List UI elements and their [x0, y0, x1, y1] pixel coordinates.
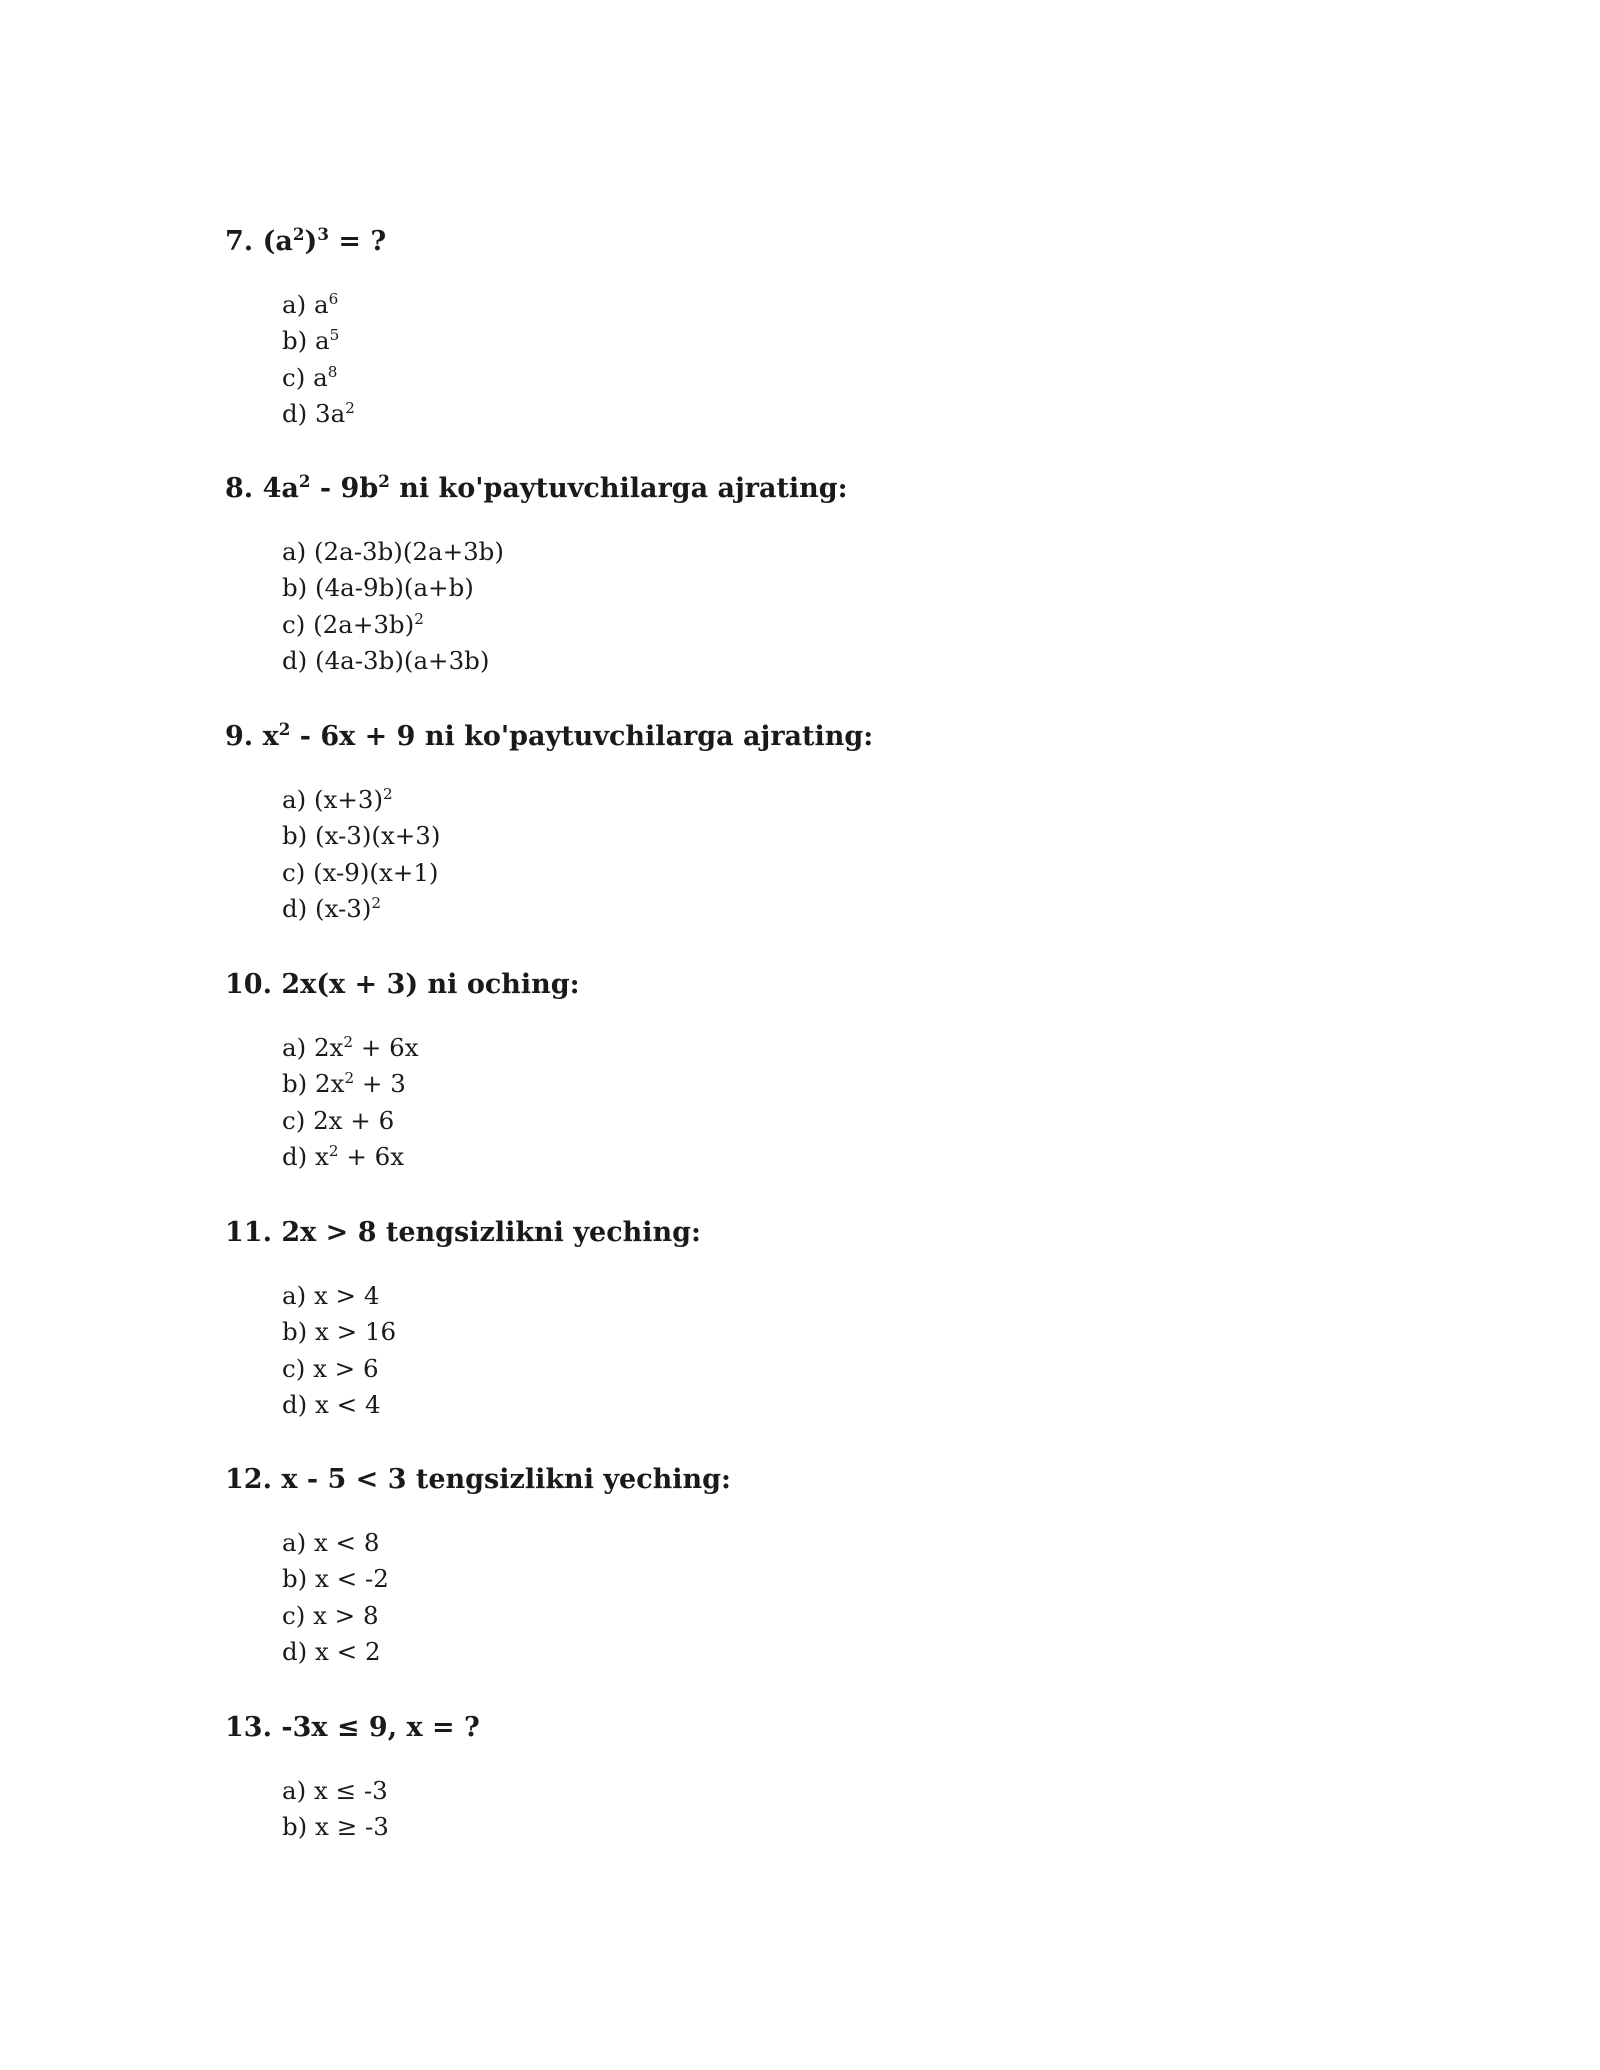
exponent: 2 [378, 470, 390, 491]
question-text: $(a^2)^3$ = ? [262, 223, 387, 257]
answer-option-c[interactable]: c) 2x + 6 [282, 1105, 395, 1135]
question-8 [225, 472, 848, 680]
question-text: 2x(x + 3) ni oching: [281, 969, 580, 1000]
answer-option-c[interactable]: c) $(2a+3b)^2$ [282, 609, 424, 639]
exponent: 3 [317, 223, 329, 244]
question-text: -3x ≤ 9, x = ? [281, 1712, 480, 1743]
answer-option-b[interactable]: b) x < -2 [282, 1564, 389, 1594]
exponent: 5 [329, 326, 340, 345]
question-12 [225, 1463, 731, 1671]
question-title [225, 225, 386, 259]
answer-option-d[interactable]: d) (4a-3b)(a+3b) [282, 646, 490, 676]
question-title [225, 1463, 731, 1497]
question-number: 13. [225, 1712, 272, 1743]
answer-options [282, 534, 848, 680]
answer-option-d[interactable]: d) x < 4 [282, 1390, 381, 1420]
answer-option-b[interactable]: b) $2x^2 + 3$ [282, 1069, 406, 1099]
answer-option-a[interactable]: a) x < 8 [282, 1528, 380, 1557]
exponent: 2 [345, 399, 355, 418]
question-text: $x^2 - 6x + 9$ ni ko'paytuvchilarga ajrating: [262, 718, 874, 752]
answer-option-a[interactable]: a) $2x^2 + 6x$ [282, 1032, 419, 1062]
question-text: 2x > 8 tengsizlikni yeching: [281, 1217, 702, 1248]
question-13 [225, 1711, 480, 1846]
answer-options [282, 782, 873, 928]
answer-option-d[interactable]: d) $3a^2$ [282, 399, 355, 429]
answer-option-d[interactable]: d) $(x-3)^2$ [282, 894, 382, 924]
answer-options [282, 1278, 701, 1424]
answer-options [282, 287, 386, 433]
question-text: x - 5 < 3 tengsizlikni yeching: [281, 1464, 732, 1495]
question-11 [225, 1216, 701, 1424]
answer-option-b[interactable]: b) $a^5$ [282, 326, 340, 356]
exponent: 2 [328, 1142, 339, 1161]
answer-option-b[interactable]: b) (x-3)(x+3) [282, 821, 441, 851]
exponent: 2 [371, 894, 382, 913]
answer-option-c[interactable]: c) $a^8$ [282, 362, 338, 392]
exponent: 2 [344, 1069, 355, 1088]
answer-option-a[interactable]: a) (2a-3b)(2a+3b) [282, 537, 504, 566]
exponent: 8 [327, 362, 338, 381]
exponent: 2 [414, 609, 424, 628]
question-9 [225, 720, 873, 928]
answer-option-c[interactable]: c) x > 8 [282, 1600, 379, 1630]
question-text: $4a^2 - 9b^2$ ni ko'paytuvchilarga ajrating: [262, 470, 848, 504]
question-title [225, 472, 848, 506]
exponent: 2 [292, 223, 305, 244]
question-10 [225, 968, 580, 1176]
answer-option-d[interactable]: d) x < 2 [282, 1637, 381, 1667]
answer-option-a[interactable]: a) $(x+3)^2$ [282, 784, 393, 814]
answer-options [282, 1773, 480, 1846]
exponent: 2 [298, 470, 311, 491]
question-number: 7. [225, 226, 254, 257]
exponent: 2 [343, 1032, 354, 1051]
answer-option-a[interactable]: a) x > 4 [282, 1281, 380, 1310]
answer-option-b[interactable]: b) (4a-9b)(a+b) [282, 573, 474, 603]
answer-option-c[interactable]: c) (x-9)(x+1) [282, 857, 439, 887]
answer-options [282, 1030, 580, 1176]
answer-option-a[interactable]: a) $a^6$ [282, 289, 339, 319]
answer-option-b[interactable]: b) x > 16 [282, 1317, 397, 1347]
question-number: 12. [225, 1464, 272, 1495]
question-number: 8. [225, 473, 254, 504]
answer-option-d[interactable]: d) $x^2 + 6x$ [282, 1142, 405, 1172]
question-number: 11. [225, 1217, 272, 1248]
question-number: 10. [225, 969, 272, 1000]
question-title [225, 968, 580, 1002]
question-title [225, 720, 873, 754]
exponent: 6 [328, 289, 339, 308]
answer-options [282, 1525, 731, 1671]
answer-option-c[interactable]: c) x > 6 [282, 1353, 379, 1383]
question-7 [225, 225, 386, 433]
question-title [225, 1711, 480, 1745]
exponent: 2 [383, 784, 393, 803]
question-title [225, 1216, 701, 1250]
answer-option-a[interactable]: a) x ≤ -3 [282, 1776, 388, 1805]
answer-option-b[interactable]: b) x ≥ -3 [282, 1812, 389, 1842]
question-number: 9. [225, 721, 254, 752]
exponent: 2 [278, 718, 291, 739]
